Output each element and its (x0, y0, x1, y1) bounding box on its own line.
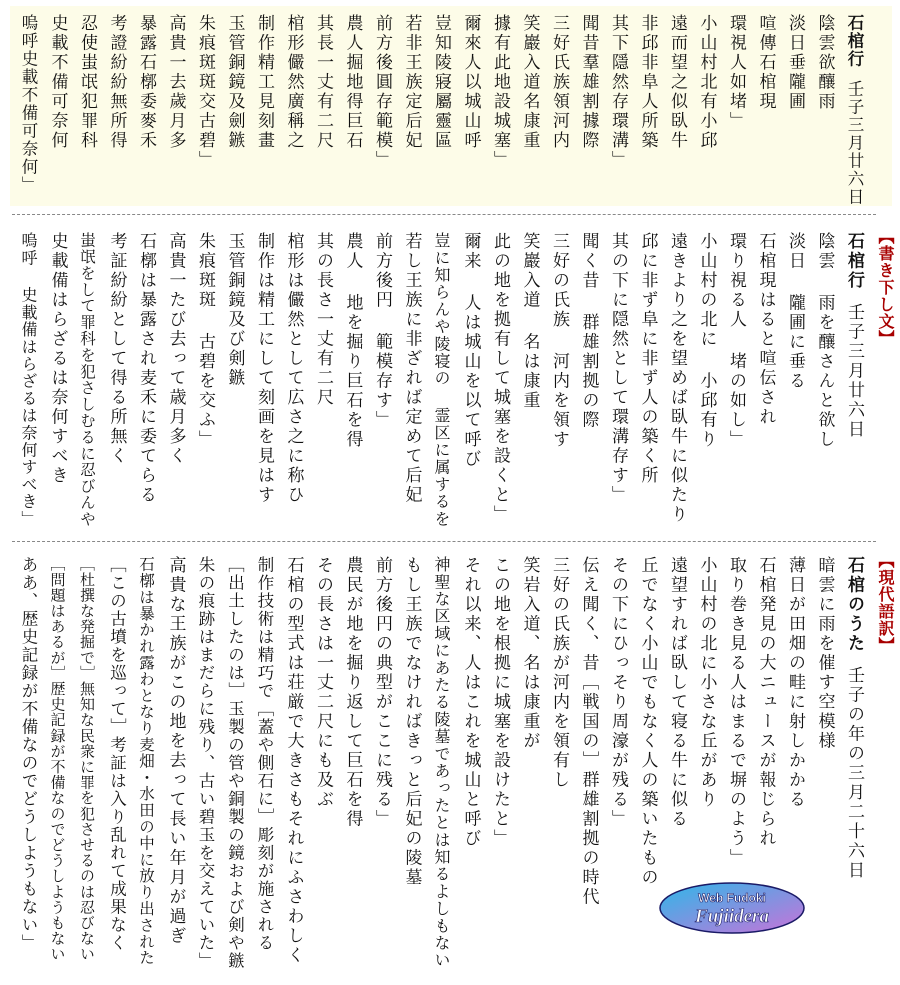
kakikudashi-line: 遠きより之を望めば臥牛に似たり (667, 232, 687, 525)
modern-title-text: 石棺のうた (844, 556, 864, 654)
original-line: 玉管銅鏡及劍鏃 (224, 14, 245, 151)
kakikudashi-line: 此の地を拠有して城塞を設くと」 (490, 232, 510, 525)
kakikudashi-line: 前方後円 範模存す」 (372, 232, 392, 430)
modern-line: 神聖な区域にあたる陵墓であったとは知るよしもない (432, 556, 451, 969)
original-line: 環視人如堵」 (726, 14, 746, 131)
original-line: 爾來人以城山呼 (460, 14, 481, 151)
original-title (842, 14, 866, 206)
logo-top-text: Web Fudoki (698, 891, 766, 905)
original-line: 農人掘地得巨石 (342, 14, 363, 151)
kakikudashi-line: 史載備はらざるは奈何すべき (47, 232, 68, 486)
kakikudashi-line: 笑巖入道 名は康重 (519, 232, 540, 411)
section-divider (12, 214, 876, 215)
original-line: 高貴一去歲月多 (165, 14, 186, 151)
modern-line: その長さは一丈二尺にも及ぶ (313, 556, 333, 810)
kakikudashi-line: 邱に非ず阜に非ず人の築く所 (637, 232, 658, 486)
kakikudashi-line: 小山村の北に 小邱有り (696, 232, 717, 450)
original-title-text: 石棺行 (845, 14, 864, 68)
original-line: 暴露石槨委麥禾 (136, 14, 156, 151)
kakikudashi-line: 陰雲 雨を釀さんと欲し (814, 232, 835, 450)
original-line: 據有此地設城塞」 (490, 14, 510, 170)
modern-line: ［問題はあるが］歴史記録が不備なのでどうしようもない (48, 556, 67, 962)
original-line: 陰雲欲釀雨 (814, 14, 835, 112)
modern-line: 小山村の北に小さな丘があり (696, 556, 717, 810)
original-line: 其長一丈有二尺 (313, 14, 333, 151)
kakikudashi-line: 制作は精工にして刻画を見はす (254, 232, 274, 505)
modern-line: 高貴な王族がこの地を去って長い年月が過ぎ (165, 556, 186, 946)
original-line: 若非王族定后妃 (401, 14, 422, 151)
kakikudashi-line: 嗚呼 史載備はらざるは奈何すべき」 (19, 232, 38, 528)
kakikudashi-line: 若し王族に非ざれば定めて后妃 (401, 232, 422, 505)
modern-line: この地を根拠に城塞を設けたと」 (490, 556, 510, 849)
kakikudashi-line: 環り視る人 堵の如し」 (726, 232, 746, 450)
modern-line: 遠望すれば臥して寝る牛に似る (667, 556, 687, 829)
modern-line: 制作技術は精巧で［蓋や側石に］彫刻が施される (255, 556, 274, 952)
modern-line: 暗雲に雨を催す空模様 (814, 556, 835, 751)
kakikudashi-line: 石槨は暴露され麦禾に委てらる (136, 232, 156, 505)
kakikudashi-line: 考証紛紛として得る所無く (106, 232, 127, 466)
original-line: 朱痕斑斑交古碧」 (195, 14, 215, 170)
original-line: 小山村北有小邱 (696, 14, 717, 151)
modern-line: 石槨は暴かれ露わとなり麦畑・水田の中に放り出された (137, 556, 155, 966)
modern-date: 壬子の年の三月二十六日 (844, 665, 864, 880)
kakikudashi-line: 蚩氓をして罪科を犯さしむるに忍びんや (78, 232, 96, 528)
original-line: 遠而望之似臥牛 (667, 14, 687, 151)
logo-bottom-text: Fujiidera (695, 906, 769, 927)
modern-line: 三好の氏族が河内を領有し (549, 556, 569, 790)
original-line: 豈知陵寢屬靈區 (431, 14, 451, 151)
original-line: 三好氏族領河内 (549, 14, 569, 151)
kakikudashi-title-text: 石棺行 (844, 232, 864, 291)
modern-line: 取り巻き見る人はまるで塀のよう」 (726, 556, 746, 868)
kakikudashi-line: 聞く昔 群雄割拠の際 (578, 232, 599, 430)
original-line: 聞昔羣雄割據際 (578, 14, 599, 151)
kakikudashi-line: 高貴一たび去って歳月多く (165, 232, 186, 466)
kakikudashi-line: 其の長さ一丈有二尺 (313, 232, 333, 408)
modern-line: 丘でなく小山でもなく人の築いたもの (637, 556, 658, 888)
kakikudashi-line: 爾来 人は城山を以て呼び (460, 232, 481, 469)
modern-line: ［出土したのは］玉製の管や銅製の鏡および剣や鏃 (225, 556, 245, 970)
modern-line: それ以来、人はこれを城山と呼び (460, 556, 481, 849)
modern-line: 笑岩入道、名は康重が (519, 556, 540, 751)
original-line: 棺形儼然廣稱之 (283, 14, 304, 151)
kakikudashi-line: 淡日 隴圃に垂る (785, 232, 805, 391)
modern-line: ［杜撰な発掘で］無知な民衆に罪を犯させるのは忍びない (78, 556, 96, 962)
kakikudashi-line: 農人 地を掘り巨石を得 (342, 232, 363, 450)
modern-line: 朱の痕跡はまだらに残り、古い碧玉を交えていた」 (196, 556, 215, 970)
kakikudashi-line: 其の下に隠然として環溝存す」 (608, 232, 628, 505)
modern-line: 農民が地を掘り返して巨石を得 (342, 556, 363, 829)
kakikudashi-line: 朱痕斑斑 古碧を交ふ」 (195, 232, 215, 450)
modern-line: 石棺の型式は荘厳で大きさもそれにふさわしく (283, 556, 304, 966)
modern-line: もし王族でなければきっと后妃の陵墓 (401, 556, 422, 888)
kakikudashi-title (842, 232, 866, 439)
kakikudashi-line: 棺形は儼然として広さ之に称ひ (283, 232, 304, 505)
modern-line: 石棺発見の大ニュースが報じられ (755, 556, 776, 849)
modern-line: 前方後円の典型がここに残る」 (372, 556, 392, 829)
kakikudashi-line: 石棺現はると喧伝され (755, 232, 776, 427)
original-line: 其下隱然存環溝」 (608, 14, 628, 170)
modern-title (842, 556, 866, 880)
original-line: 非邱非阜人所築 (637, 14, 658, 151)
web-fudoki-fujiidera-logo[interactable] (658, 880, 806, 936)
original-line: 制作精工見刻畫 (254, 14, 274, 151)
original-line: 忍使蚩氓犯罪科 (77, 14, 97, 151)
section-divider (12, 541, 876, 542)
kakikudashi-line: 豈に知らんや陵寝の 霊区に属するを (432, 232, 451, 528)
modern-line: ［この古墳を巡って］考証は入り乱れて成果なく (107, 556, 127, 952)
original-line: 嗚呼史載不備可奈何」 (19, 14, 38, 194)
modern-line: 薄日が田畑の畦に射しかかる (785, 556, 805, 810)
original-line: 淡日垂隴圃 (785, 14, 805, 112)
modern-line: 伝え聞く、昔［戦国の］群雄割拠の時代 (578, 556, 599, 907)
original-line: 笑巖入道名康重 (519, 14, 540, 151)
original-line: 喧傳石棺現 (755, 14, 776, 112)
kakikudashi-line: 三好の氏族 河内を領す (549, 232, 569, 450)
kakikudashi-label: 【書き下し文】 (876, 228, 895, 347)
original-line: 考證紛紛無所得 (106, 14, 127, 151)
original-line: 前方後圓存範模」 (372, 14, 392, 170)
kakikudashi-date: 壬子三月廿六日 (844, 302, 864, 439)
kakikudashi-line: 玉管銅鏡及び剣鏃 (224, 232, 245, 388)
original-line: 史載不備可奈何 (47, 14, 68, 151)
modern-label: 【現代語訳】 (876, 552, 895, 654)
modern-line: ああ、歴史記録が不備なのでどうしようもない」 (19, 556, 38, 952)
modern-line: その下にひっそり周濠が残る」 (608, 556, 628, 829)
original-date: 壬子三月廿六日 (845, 80, 864, 206)
